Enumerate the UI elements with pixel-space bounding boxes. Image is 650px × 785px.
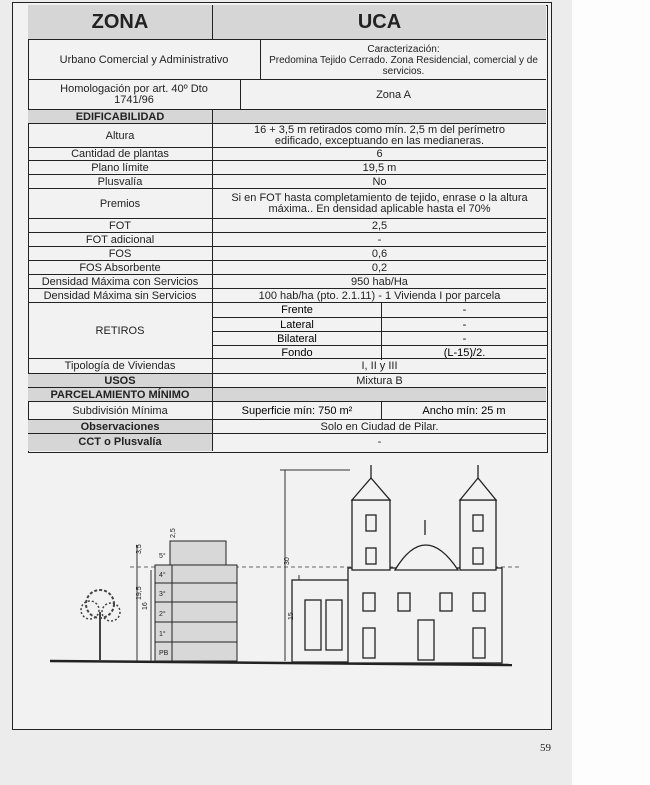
zona-header: ZONA <box>28 5 213 39</box>
subdivision-label: Subdivisión Mínima <box>28 402 213 420</box>
dens-sin-label: Densidad Máxima sin Servicios <box>28 289 213 303</box>
caracterizacion-label: Caracterización: <box>367 43 440 55</box>
plano-label: Plano límite <box>28 161 213 175</box>
floor-label: PB <box>159 650 169 657</box>
plusvalia-value: No <box>372 175 387 188</box>
building-volume <box>155 541 237 661</box>
dens-con-value: 950 hab/Ha <box>351 275 408 288</box>
dimension-label: 3,5 <box>136 544 143 554</box>
dens-con-label: Densidad Máxima con Servicios <box>28 275 213 289</box>
observaciones-label: Observaciones <box>28 420 213 434</box>
fos-abs-value: 0,2 <box>371 261 388 274</box>
caracterizacion-text: Predomina Tejido Cerrado. Zona Residencial, comercial y de servicios. <box>269 54 538 77</box>
dimension-label: 16 <box>142 602 149 610</box>
dimension-label: 19,5 <box>136 586 143 600</box>
fot-label: FOT <box>28 219 213 233</box>
usos-label: USOS <box>28 374 213 388</box>
fot-adicional-label: FOT adicional <box>28 233 213 247</box>
subdivision-ancho: Ancho mín: 25 m <box>422 405 506 417</box>
fos-abs-label: FOS Absorbente <box>28 261 213 275</box>
cct-label: CCT o Plusvalía <box>28 434 213 451</box>
floor-label: 3° <box>159 591 166 598</box>
edificabilidad-title: EDIFICABILIDAD <box>28 110 213 124</box>
dimension-label: 2,5 <box>170 528 177 538</box>
zone-name: Urbano Comercial y Administrativo <box>28 40 261 80</box>
observaciones-value: Solo en Ciudad de Pilar. <box>320 420 439 433</box>
tipologia-value: I, II y III <box>361 360 398 372</box>
retiro-frente: Frente - <box>213 303 547 317</box>
retiros-label: RETIROS <box>28 303 213 359</box>
plantas-value: 6 <box>376 148 383 160</box>
altura-value: 16 + 3,5 m retirados como mín. 2,5 m del perímetro edificado, exceptuando en las medianeras. <box>254 124 505 147</box>
fos-value: 0,6 <box>371 247 388 260</box>
fot-adicional-value: - <box>377 233 382 246</box>
tree-icon <box>81 590 120 661</box>
floor-label: 4° <box>159 572 166 579</box>
tipologia-label: Tipología de Viviendas <box>28 359 213 374</box>
church-elevation <box>292 465 502 663</box>
cct-value: - <box>377 436 382 448</box>
plano-value: 19,5 m <box>362 161 397 174</box>
dimension-label: 30 <box>284 557 291 565</box>
floor-label: 1° <box>159 631 166 638</box>
plantas-label: Cantidad de plantas <box>28 148 213 161</box>
dens-sin-value: 100 hab/ha (pto. 2.1.11) - 1 Vivienda I por parcela <box>258 289 501 302</box>
fos-label: FOS <box>28 247 213 261</box>
premios-value: Si en FOT hasta completamiento de tejido, enrase o la altura máxima.. En densidad aplicable hasta el 70% <box>231 192 528 215</box>
subdivision-superficie: Superficie mín: 750 m² <box>213 402 382 420</box>
uca-header: UCA <box>357 10 402 33</box>
floor-label: 5° <box>159 553 166 560</box>
dimension-label: 15 <box>288 612 295 620</box>
retiro-lateral: Lateral - <box>213 317 547 332</box>
plusvalia-label: Plusvalía <box>28 175 213 189</box>
parcelamiento-title: PARCELAMIENTO MÍNIMO <box>28 388 213 402</box>
floor-label: 2° <box>159 611 166 618</box>
retiro-bilateral: Bilateral - <box>213 331 547 346</box>
altura-label: Altura <box>28 124 213 148</box>
homologacion-value: Zona A <box>376 88 411 101</box>
usos-value: Mixtura B <box>356 374 403 387</box>
retiro-fondo: Fondo (L-15)/2. <box>213 345 547 360</box>
page-number: 59 <box>540 742 551 754</box>
homologacion-label: Homologación por art. 40º Dto 1741/96 <box>28 80 241 110</box>
premios-label: Premios <box>28 189 213 219</box>
fot-value: 2,5 <box>371 219 388 232</box>
